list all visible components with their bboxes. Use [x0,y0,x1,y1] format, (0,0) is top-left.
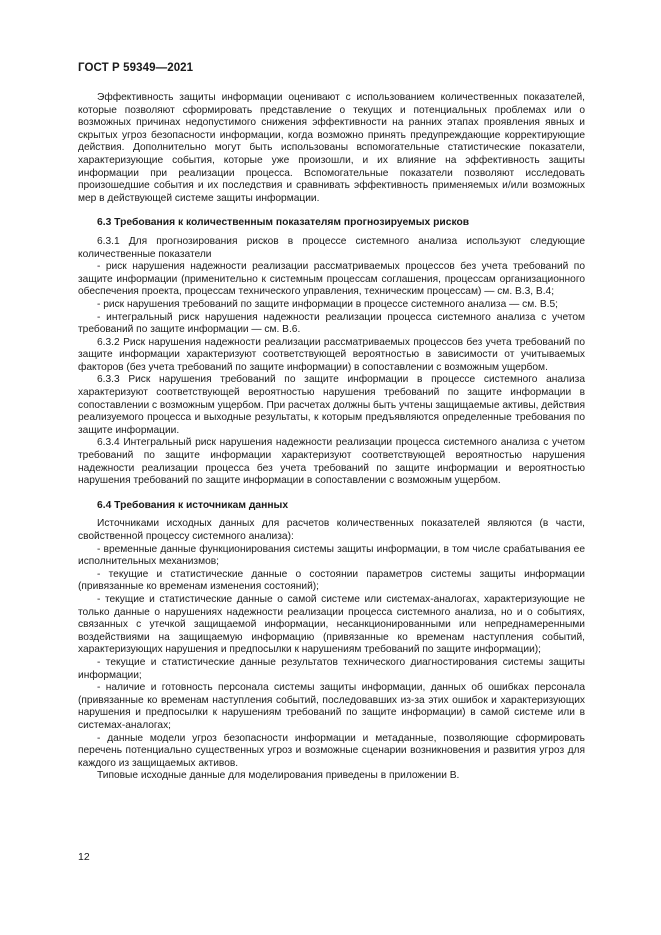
list-item: - наличие и готовность персонала системы защиты информации, данных об ошибках персонала (привязанные ко временам наступления событий, последовавших из-за этих ошибок и характеризующих нарушения и предпосылки к нарушениям требований по защите информации) в самой системе или в системах-аналогах; [78,682,585,731]
paragraph-6-3-3: 6.3.3 Риск нарушения требований по защите информации в процессе системного анализа характеризуют соответствующей вероятностью нарушения требований по защите информации в сопоставлении с возможным ущербом. При расчетах должны быть учтены защищаемые активы, действия реализуемого процесса и выходные результаты, к которым предъявляются определенные требования по защите информации. [78,374,585,436]
list-item: - интегральный риск нарушения надежности реализации процесса системного анализа с учетом требований по защите информации — см. В.6. [78,311,585,336]
intro-paragraph: Эффективность защиты информации оценивают с использованием количественных показателей, которые позволяют сформировать представление о текущих и потенциальных проблемах или о возможных причинах недопустимого снижения эффективности на ранних этапах проявления явных и скрытых угроз безопасности информации, когда возможно принять предупреждающие корректирующие действия. Дополнительно могут быть использованы вспомогательные статистические показатели, характеризующие события, которые уже произошли, и их влияние на эффективность защиты информации при реализации процесса. Вспомогательные показатели позволяют исследовать произошедшие события и их последствия и сравнивать эффективность применяемых и/или возможных мер в действующей системе защиты информации. [78,92,585,204]
section-6-3-heading: 6.3 Требования к количественным показателям прогнозируемых рисков [97,217,470,229]
page-number: 12 [78,851,90,863]
list-item: - текущие и статистические данные о состоянии параметров системы защиты информации (привязанные ко временам изменения состояний); [78,568,585,593]
list-item: - риск нарушения требований по защите информации в процессе системного анализа — см. В.5; [97,298,558,310]
list-item: - текущие и статистические данные о самой системе или системах-аналогах, характеризующие не только данные о нарушениях надежности реализации процесса системного анализа, но и о событиях, связанных с утечкой защищаемой информации, несанкционированными или непреднамеренными воздействиями на защищаемую информацию (привязанные ко временам наступления событий, характеризующих нарушения и предпосылки к нарушениям требований по защите информации); [78,593,585,656]
list-item: - текущие и статистические данные результатов технического диагностирования системы защиты информации; [78,656,585,681]
section-6-4-heading: 6.4 Требования к источникам данных [97,499,289,511]
document-body [78,92,585,783]
paragraph-appendix-reference: Типовые исходные данные для моделирования приведены в приложении В. [97,770,460,782]
paragraph-6-4-intro: Источниками исходных данных для расчетов количественных показателей являются (в части, свойственной процессу системного анализа): [78,518,585,542]
document-header: ГОСТ Р 59349—2021 [78,62,194,74]
paragraph-6-3-1: 6.3.1 Для прогнозирования рисков в процессе системного анализа используют следующие количественные показатели [78,235,585,260]
list-item: - данные модели угроз безопасности информации и метаданные, позволяющие сформировать перечень потенциально существенных угроз и возможные сценарии возникновения и развития угроз для каждого из защищаемых активов. [78,732,585,769]
list-item: - риск нарушения надежности реализации рассматриваемых процессов без учета требований по защите информации (применительно к системным процессам соглашения, процессам организационного обеспечения проекта, процессам технического управления, техническим процессам) — см. В.3, В.4; [78,261,585,298]
paragraph-6-3-2: 6.3.2 Риск нарушения надежности реализации рассматриваемых процессов без учета требований по защите информации характеризуют соответствующей вероятностью в зависимости от учитываемых факторов (без учета требований по защите информации) в сопоставлении с возможным ущербом. [78,336,585,373]
paragraph-6-3-4: 6.3.4 Интегральный риск нарушения надежности реализации процесса системного анализа с учетом требований по защите информации характеризуют соответствующей вероятностью нарушения надежности реализации процесса без учета требований по защите информации и вероятностью нарушения требований по защите информации в сопоставлении с возможным ущербом. [78,437,585,487]
list-item: - временные данные функционирования системы защиты информации, в том числе срабатывания ее исполнительных механизмов; [78,543,585,568]
